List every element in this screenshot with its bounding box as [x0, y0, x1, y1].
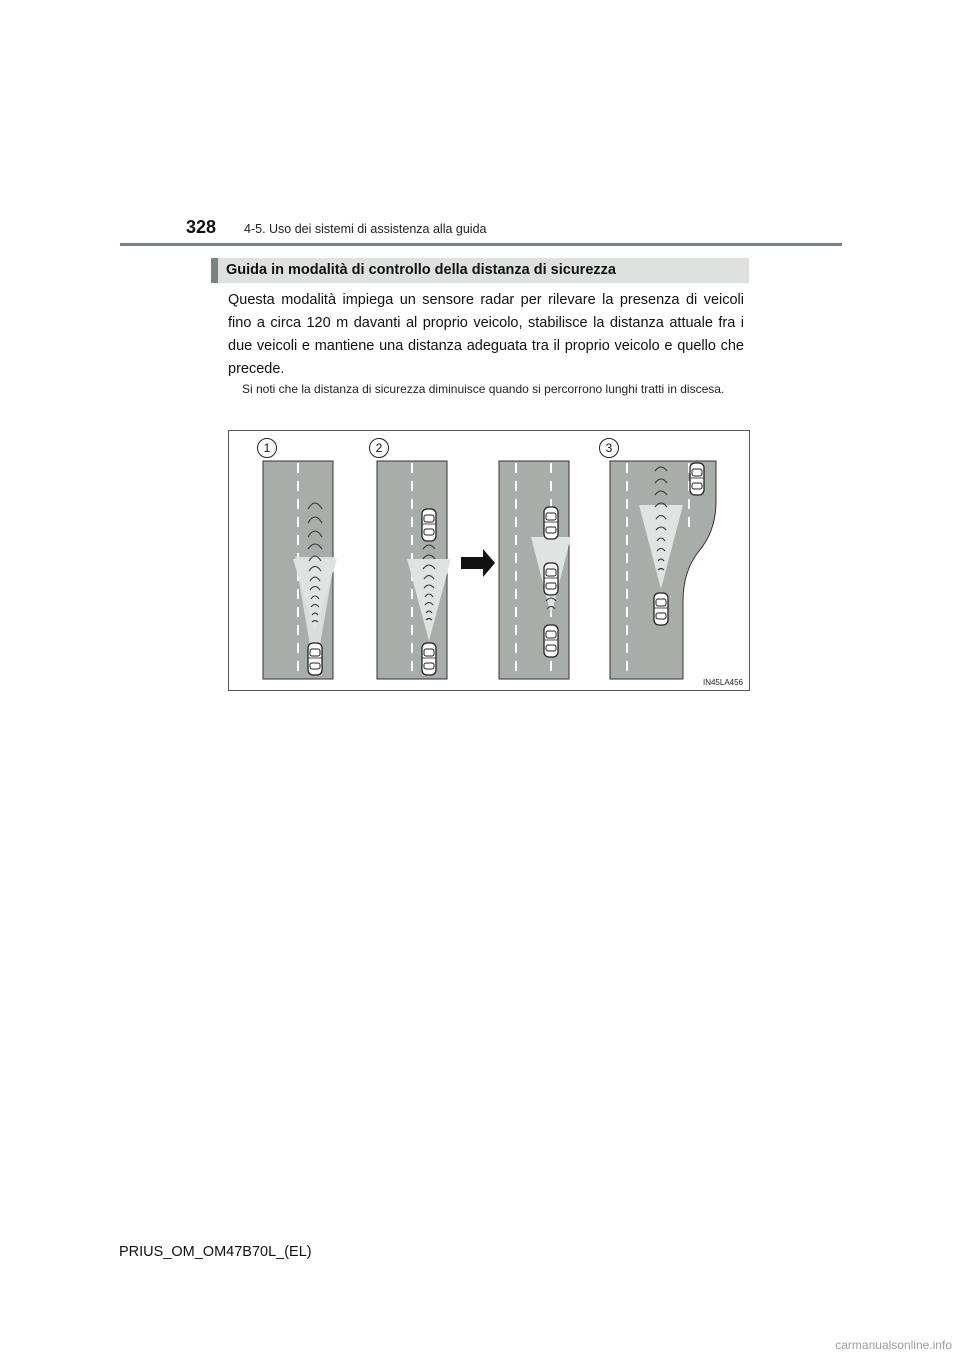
road-scene-2: [377, 461, 451, 679]
figure-label-2: 2: [369, 438, 389, 458]
subsection-heading: Guida in modalità di controllo della distanza di sicurezza: [211, 258, 749, 283]
transition-arrow: [461, 549, 495, 577]
footer-model: PRIUS_OM_OM47B70L_(EL): [119, 1244, 312, 1260]
header-rule: [120, 243, 842, 246]
road-scene-2b: [499, 461, 571, 679]
page-number: 328: [186, 217, 217, 237]
road-scene-1: [263, 461, 337, 679]
figure-code: IN45LA456: [702, 678, 743, 687]
figure-label-3: 3: [599, 438, 619, 458]
radar-distance-figure: [228, 430, 750, 691]
section-title: 4-5. Uso dei sistemi di assistenza alla guida: [244, 222, 487, 236]
road-scene-3: [610, 461, 716, 679]
figure-label-1: 1: [257, 438, 277, 458]
figure-illustration: [229, 431, 749, 690]
watermark: carmanualsonline.info: [835, 1338, 952, 1352]
note-paragraph: Si noti che la distanza di sicurezza diminuisce quando si percorrono lunghi tratti in discesa.: [242, 382, 725, 396]
body-paragraph: Questa modalità impiega un sensore radar per rilevare la presenza di veicoli fino a circa 120 m davanti al proprio veicolo, stabilisce la distanza attuale fra i due veicoli e mantiene una distanza adeguata tra il proprio veicolo e quello che precede.: [228, 292, 744, 377]
